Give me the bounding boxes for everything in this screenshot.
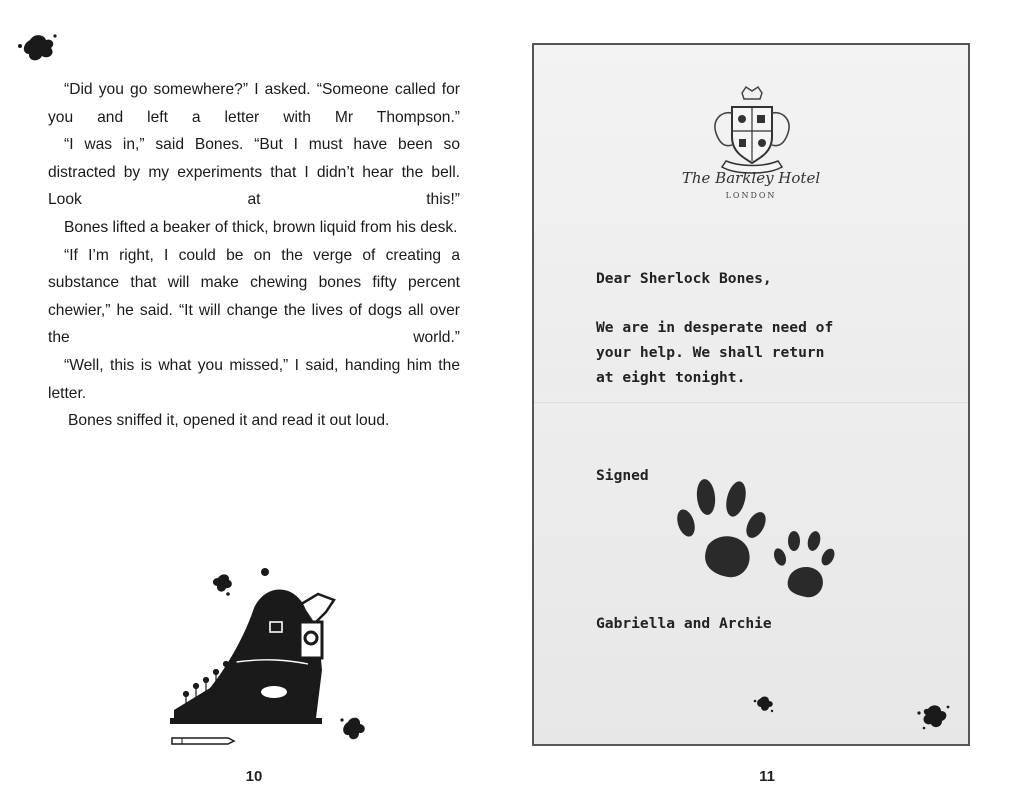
paragraph: “Well, this is what you missed,” I said, handing him the letter. — [48, 356, 460, 402]
signed-label — [596, 463, 649, 488]
paragraph: “Did you go somewhere?” I asked. “Someone called for you and left a letter with Mr Thompson.” — [48, 81, 460, 126]
page-number: 11 — [759, 768, 775, 785]
page-number: 10 — [245, 768, 263, 785]
ink-splat-icon — [14, 30, 64, 66]
greeting-line: Dear Sherlock Bones, — [596, 270, 772, 287]
signed-text: Signed — [596, 467, 649, 484]
paw-print-icon — [672, 475, 850, 605]
hotel-city: LONDON — [725, 191, 777, 200]
letter-paper — [532, 43, 970, 746]
paper-fold — [534, 402, 968, 405]
paragraph: “If I’m right, I could be on the verge of creating a substance that will make chewing bones fifty percent chewier,” he said. “It will change the lives of dogs all over the world.” — [48, 246, 460, 347]
ink-splat-icon — [914, 701, 954, 733]
paragraph: Bones lifted a beaker of thick, brown liquid from his desk. — [64, 218, 458, 236]
letter-body — [596, 315, 833, 390]
paragraph: Bones sniffed it, opened it and read it out loud. — [68, 412, 390, 430]
body-line: We are in desperate need of — [596, 319, 834, 336]
body-line: at eight tonight. — [596, 369, 746, 386]
paragraph: “I was in,” said Bones. “But I must have been so distracted by my experiments that I didn’t hear the bell. Look at this!” — [48, 136, 460, 209]
typewriter-illustration — [166, 560, 386, 750]
ink-splat-icon — [750, 693, 778, 715]
signatories — [596, 611, 772, 636]
signatories-text: Gabriella and Archie — [596, 615, 772, 632]
right-page — [510, 0, 1020, 811]
letter-greeting — [596, 266, 772, 291]
story-text — [48, 76, 460, 435]
hotel-name: The Barkley Hotel — [681, 169, 821, 187]
body-line: your help. We shall return — [596, 344, 825, 361]
